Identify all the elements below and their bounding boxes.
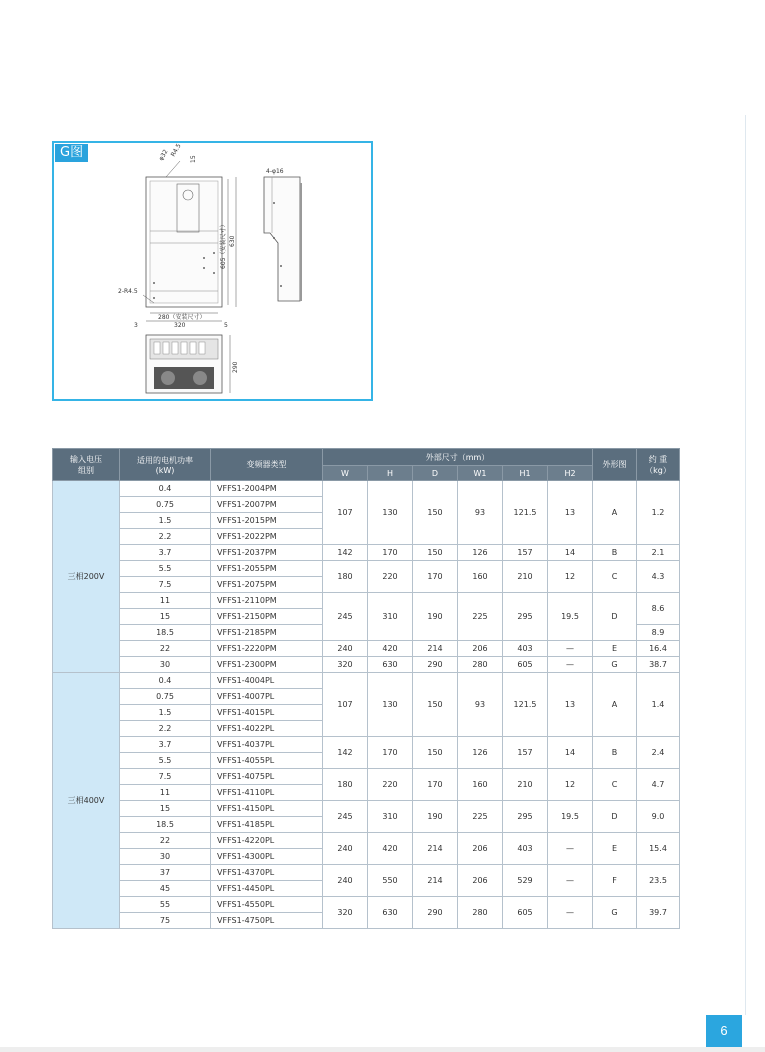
dim-cell: 150: [413, 481, 458, 545]
dim-cell: 210: [503, 769, 548, 801]
power-cell: 0.4: [120, 481, 211, 497]
table-row: [53, 481, 680, 497]
dim-cell: 280: [458, 657, 503, 673]
dim-cell: 245: [323, 801, 368, 833]
dim-cell: 210: [503, 561, 548, 593]
shape-cell: C: [593, 561, 637, 593]
front-view-inner: [150, 181, 218, 303]
dim-h-total: 630: [229, 235, 236, 247]
screw-2: [203, 267, 205, 269]
dim-cell: 529: [503, 865, 548, 897]
model-cell: VFFS1-4055PL: [211, 753, 323, 769]
model-cell: VFFS1-4007PL: [211, 689, 323, 705]
terminal-5: [190, 342, 196, 354]
dim-cell: 12: [548, 561, 593, 593]
dim-cell: —: [548, 833, 593, 865]
shape-cell: A: [593, 673, 637, 737]
model-cell: VFFS1-2022PM: [211, 529, 323, 545]
model-cell: VFFS1-2150PM: [211, 609, 323, 625]
terminal-3: [172, 342, 178, 354]
header-w: W: [323, 466, 368, 481]
dim-cell: 290: [413, 657, 458, 673]
weight-cell: 1.4: [637, 673, 680, 737]
power-cell: 11: [120, 593, 211, 609]
side-view-body: [264, 177, 300, 301]
dim-cell: 295: [503, 593, 548, 641]
dim-cell: 206: [458, 641, 503, 657]
dim-cell: 180: [323, 769, 368, 801]
side-screw-3: [280, 265, 282, 267]
weight-cell: 9.0: [637, 801, 680, 833]
weight-cell: 4.3: [637, 561, 680, 593]
power-cell: 2.2: [120, 529, 211, 545]
model-cell: VFFS1-2075PM: [211, 577, 323, 593]
dim-slots: 2-R4.5: [118, 288, 138, 295]
dim-cell: 14: [548, 545, 593, 561]
weight-cell: 2.4: [637, 737, 680, 769]
power-cell: 75: [120, 913, 211, 929]
table-row: [53, 897, 680, 913]
dim-cell: 150: [413, 545, 458, 561]
model-cell: VFFS1-4185PL: [211, 817, 323, 833]
model-cell: VFFS1-4110PL: [211, 785, 323, 801]
header-d: D: [413, 466, 458, 481]
table-row: [53, 561, 680, 577]
model-cell: VFFS1-2004PM: [211, 481, 323, 497]
dim-cell: 320: [323, 657, 368, 673]
dim-cell: —: [548, 865, 593, 897]
terminal-1: [154, 342, 160, 354]
dim-cell: 220: [368, 769, 413, 801]
power-cell: 1.5: [120, 705, 211, 721]
dim-cell: 240: [323, 833, 368, 865]
dim-cell: 14: [548, 737, 593, 769]
header-w1: W1: [458, 466, 503, 481]
model-cell: VFFS1-4220PL: [211, 833, 323, 849]
page-number: 6: [706, 1015, 742, 1047]
dim-cell: 93: [458, 481, 503, 545]
power-cell: 45: [120, 881, 211, 897]
model-cell: VFFS1-2220PM: [211, 641, 323, 657]
model-cell: VFFS1-4037PL: [211, 737, 323, 753]
power-cell: 5.5: [120, 561, 211, 577]
power-cell: 15: [120, 609, 211, 625]
terminal-6: [199, 342, 205, 354]
dim-cell: 214: [413, 833, 458, 865]
weight-cell: 23.5: [637, 865, 680, 897]
table-row: [53, 657, 680, 673]
dim-side-right: 5: [224, 322, 228, 329]
dim-d2: R4.5: [169, 143, 183, 158]
dim-cell: 19.5: [548, 801, 593, 833]
dim-cell: 225: [458, 801, 503, 833]
model-cell: VFFS1-2300PM: [211, 657, 323, 673]
weight-cell: 38.7: [637, 657, 680, 673]
power-cell: 7.5: [120, 769, 211, 785]
dim-cell: 12: [548, 769, 593, 801]
dim-cell: 605: [503, 897, 548, 929]
shape-cell: D: [593, 801, 637, 833]
dim-cell: 142: [323, 737, 368, 769]
shape-cell: E: [593, 833, 637, 865]
power-cell: 30: [120, 849, 211, 865]
dim-cell: 310: [368, 593, 413, 641]
shape-cell: G: [593, 657, 637, 673]
dim-cell: 420: [368, 833, 413, 865]
screw-3: [213, 252, 215, 254]
dim-cell: 180: [323, 561, 368, 593]
dim-cell: 107: [323, 481, 368, 545]
power-cell: 11: [120, 785, 211, 801]
dim-cell: 170: [413, 769, 458, 801]
table-row: [53, 801, 680, 817]
power-cell: 5.5: [120, 753, 211, 769]
dim-cell: 420: [368, 641, 413, 657]
weight-cell: 16.4: [637, 641, 680, 657]
shape-cell: A: [593, 481, 637, 545]
weight-cell: 39.7: [637, 897, 680, 929]
dim-cell: 130: [368, 673, 413, 737]
dim-cell: 126: [458, 737, 503, 769]
dim-cell: 245: [323, 593, 368, 641]
model-cell: VFFS1-4750PL: [211, 913, 323, 929]
dim-w-install: 280（安装尺寸）: [158, 314, 206, 321]
dim-cell: 403: [503, 833, 548, 865]
shape-cell: B: [593, 545, 637, 561]
power-cell: 3.7: [120, 545, 211, 561]
dim-d1: φ32: [157, 148, 170, 162]
header-h2: H2: [548, 466, 593, 481]
weight-cell: 15.4: [637, 833, 680, 865]
power-cell: 7.5: [120, 577, 211, 593]
dim-cell: 93: [458, 673, 503, 737]
dim-cell: —: [548, 657, 593, 673]
side-screw-2: [273, 237, 275, 239]
dim-cell: 220: [368, 561, 413, 593]
dim-cell: 240: [323, 865, 368, 897]
dim-cell: 157: [503, 545, 548, 561]
table-row: [53, 865, 680, 881]
dim-cell: 214: [413, 641, 458, 657]
model-cell: VFFS1-4370PL: [211, 865, 323, 881]
dim-cell: 150: [413, 673, 458, 737]
table-row: [53, 673, 680, 689]
dim-cell: 550: [368, 865, 413, 897]
model-cell: VFFS1-4300PL: [211, 849, 323, 865]
dim-cell: 214: [413, 865, 458, 897]
dim-cell: 190: [413, 801, 458, 833]
shape-cell: E: [593, 641, 637, 657]
dim-cell: 126: [458, 545, 503, 561]
model-cell: VFFS1-2007PM: [211, 497, 323, 513]
model-cell: VFFS1-2185PM: [211, 625, 323, 641]
power-cell: 30: [120, 657, 211, 673]
terminal-4: [181, 342, 187, 354]
model-cell: VFFS1-4550PL: [211, 897, 323, 913]
dim-cell: 107: [323, 673, 368, 737]
weight-cell: 8.6: [637, 593, 680, 625]
bottom-strip: [0, 1047, 765, 1052]
dim-cell: 206: [458, 833, 503, 865]
table-row: [53, 545, 680, 561]
header-h1: H1: [503, 466, 548, 481]
model-cell: VFFS1-2037PM: [211, 545, 323, 561]
model-cell: VFFS1-4075PL: [211, 769, 323, 785]
header-model: 变频器类型: [211, 449, 323, 481]
power-cell: 0.4: [120, 673, 211, 689]
header-weight: 约 重 （kg）: [637, 449, 680, 481]
table-row: [53, 737, 680, 753]
power-cell: 2.2: [120, 721, 211, 737]
header-shape: 外形图: [593, 449, 637, 481]
dim-cell: 160: [458, 561, 503, 593]
model-cell: VFFS1-4022PL: [211, 721, 323, 737]
header-power: 适用的电机功率 (kW): [120, 449, 211, 481]
dim-cell: 130: [368, 481, 413, 545]
dim-cell: 240: [323, 641, 368, 657]
dim-cell: 190: [413, 593, 458, 641]
screw-6: [153, 297, 155, 299]
dim-cell: 630: [368, 657, 413, 673]
dim-d3: 15: [190, 155, 197, 163]
dim-cell: 170: [368, 737, 413, 769]
shape-cell: C: [593, 769, 637, 801]
dim-cell: 403: [503, 641, 548, 657]
weight-cell: 8.9: [637, 625, 680, 641]
dim-cell: 170: [413, 561, 458, 593]
header-h: H: [368, 466, 413, 481]
dim-cell: 310: [368, 801, 413, 833]
screw-4: [213, 272, 215, 274]
model-cell: VFFS1-2055PM: [211, 561, 323, 577]
shape-cell: G: [593, 897, 637, 929]
dim-cell: 206: [458, 865, 503, 897]
dim-cell: 320: [323, 897, 368, 929]
dim-cell: 290: [413, 897, 458, 929]
power-cell: 37: [120, 865, 211, 881]
side-screw-1: [273, 202, 275, 204]
side-screw-4: [280, 285, 282, 287]
dim-cell: 121.5: [503, 673, 548, 737]
dim-depth: 290: [232, 361, 239, 373]
shape-cell: B: [593, 737, 637, 769]
dimension-drawing: [54, 143, 371, 399]
dim-cell: 605: [503, 657, 548, 673]
dim-cell: 142: [323, 545, 368, 561]
power-cell: 1.5: [120, 513, 211, 529]
weight-cell: 1.2: [637, 481, 680, 545]
table-row: [53, 833, 680, 849]
model-cell: VFFS1-4150PL: [211, 801, 323, 817]
dim-cell: —: [548, 641, 593, 657]
dim-cell: 13: [548, 673, 593, 737]
terminal-2: [163, 342, 169, 354]
power-cell: 3.7: [120, 737, 211, 753]
page-edge-line: [745, 115, 746, 1015]
power-cell: 0.75: [120, 689, 211, 705]
dim-w-total: 320: [174, 322, 186, 329]
dim-h-install: 605（安装尺寸）: [220, 221, 227, 269]
power-cell: 0.75: [120, 497, 211, 513]
dim-cell: 170: [368, 545, 413, 561]
power-cell: 15: [120, 801, 211, 817]
shape-cell: F: [593, 865, 637, 897]
table-row: [53, 641, 680, 657]
power-cell: 18.5: [120, 817, 211, 833]
figure-label: G图: [55, 144, 88, 162]
dim-cell: 13: [548, 481, 593, 545]
group-400v: 三相400V: [53, 673, 120, 929]
header-dims: 外部尺寸（mm）: [323, 449, 593, 466]
header-group: 输入电压 组别: [53, 449, 120, 481]
dim-cell: 225: [458, 593, 503, 641]
screw-1: [203, 257, 205, 259]
dim-cell: 121.5: [503, 481, 548, 545]
figure-g-box: [52, 141, 373, 401]
table-row: [53, 593, 680, 609]
model-cell: VFFS1-2015PM: [211, 513, 323, 529]
fan-2-icon: [193, 371, 207, 385]
dim-cell: 157: [503, 737, 548, 769]
fan-1-icon: [161, 371, 175, 385]
dim-side-left: 3: [134, 322, 138, 329]
model-cell: VFFS1-2110PM: [211, 593, 323, 609]
model-cell: VFFS1-4450PL: [211, 881, 323, 897]
power-cell: 55: [120, 897, 211, 913]
weight-cell: 4.7: [637, 769, 680, 801]
dim-cell: 160: [458, 769, 503, 801]
top-leader: [166, 161, 180, 177]
weight-cell: 2.1: [637, 545, 680, 561]
dim-cell: —: [548, 897, 593, 929]
group-200v: 三相200V: [53, 481, 120, 673]
spec-table: [52, 448, 680, 929]
dim-cell: 630: [368, 897, 413, 929]
screw-5: [153, 282, 155, 284]
power-cell: 22: [120, 641, 211, 657]
model-cell: VFFS1-4015PL: [211, 705, 323, 721]
dim-cell: 295: [503, 801, 548, 833]
model-cell: VFFS1-4004PL: [211, 673, 323, 689]
dim-cell: 280: [458, 897, 503, 929]
power-cell: 18.5: [120, 625, 211, 641]
table-row: [53, 769, 680, 785]
dim-holes: 4-φ16: [266, 168, 284, 175]
power-cell: 22: [120, 833, 211, 849]
side-view-flange: [300, 183, 302, 301]
dim-cell: 19.5: [548, 593, 593, 641]
dim-cell: 150: [413, 737, 458, 769]
shape-cell: D: [593, 593, 637, 641]
